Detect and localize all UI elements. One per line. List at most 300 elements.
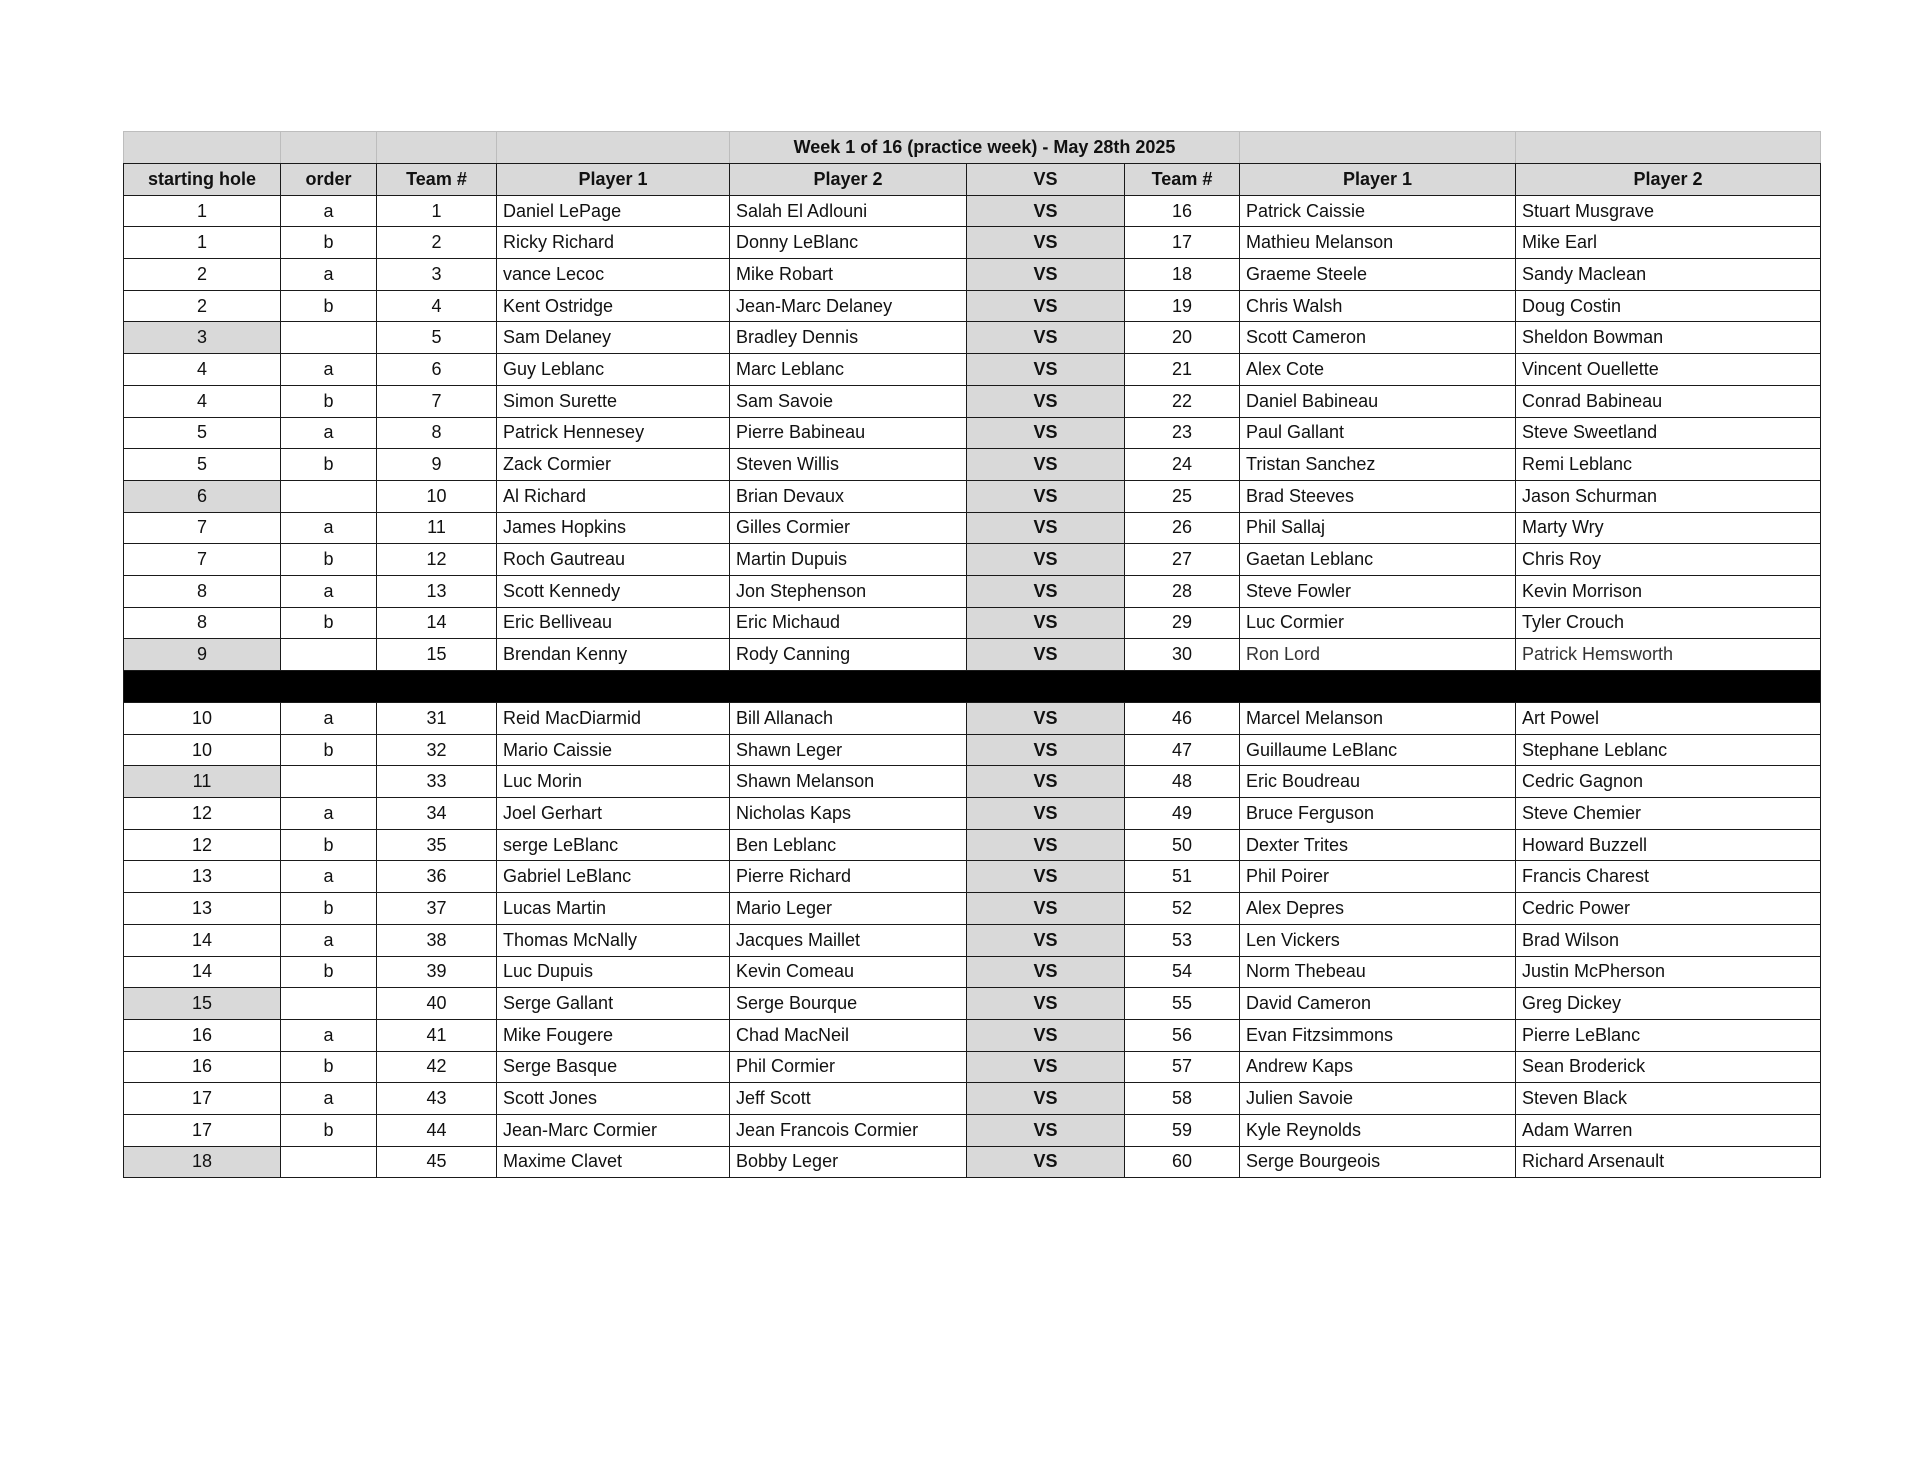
player2-cell: Jean Francois Cormier — [730, 1114, 967, 1146]
table-row — [124, 703, 1821, 735]
vs-cell: VS — [967, 1019, 1125, 1051]
sheet-body — [124, 132, 1821, 1178]
table-row — [124, 924, 1821, 956]
player1-cell: James Hopkins — [497, 512, 730, 544]
starting-hole-cell: 9 — [124, 639, 281, 671]
opponent-player1-cell: Luc Cormier — [1240, 607, 1516, 639]
header-order: order — [281, 164, 377, 196]
opponent-player1-cell: Evan Fitzsimmons — [1240, 1019, 1516, 1051]
title-blank-cell — [1240, 132, 1516, 164]
team-number-cell: 7 — [377, 385, 497, 417]
team-number-cell: 40 — [377, 988, 497, 1020]
vs-cell: VS — [967, 639, 1125, 671]
opponent-player1-cell: David Cameron — [1240, 988, 1516, 1020]
table-row — [124, 861, 1821, 893]
opponent-team-number-cell: 46 — [1125, 703, 1240, 735]
team-number-cell: 45 — [377, 1146, 497, 1178]
player2-cell: Pierre Richard — [730, 861, 967, 893]
opponent-player2-cell: Art Powel — [1516, 703, 1821, 735]
header-player2-left: Player 2 — [730, 164, 967, 196]
opponent-player2-cell: Adam Warren — [1516, 1114, 1821, 1146]
opponent-player1-cell: Guillaume LeBlanc — [1240, 734, 1516, 766]
team-number-cell: 13 — [377, 575, 497, 607]
player1-cell: Al Richard — [497, 480, 730, 512]
team-number-cell: 32 — [377, 734, 497, 766]
player2-cell: Rody Canning — [730, 639, 967, 671]
order-cell: b — [281, 449, 377, 481]
opponent-player1-cell: Steve Fowler — [1240, 575, 1516, 607]
opponent-player2-cell: Vincent Ouellette — [1516, 354, 1821, 386]
player2-cell: Serge Bourque — [730, 988, 967, 1020]
player2-cell: Nicholas Kaps — [730, 798, 967, 830]
vs-cell: VS — [967, 1051, 1125, 1083]
opponent-player2-cell: Kevin Morrison — [1516, 575, 1821, 607]
vs-cell: VS — [967, 354, 1125, 386]
opponent-player2-cell: Richard Arsenault — [1516, 1146, 1821, 1178]
opponent-team-number-cell: 50 — [1125, 829, 1240, 861]
vs-cell: VS — [967, 417, 1125, 449]
player2-cell: Jean-Marc Delaney — [730, 290, 967, 322]
vs-cell: VS — [967, 544, 1125, 576]
opponent-team-number-cell: 49 — [1125, 798, 1240, 830]
opponent-player1-cell: Serge Bourgeois — [1240, 1146, 1516, 1178]
vs-cell: VS — [967, 956, 1125, 988]
opponent-player2-cell: Steve Sweetland — [1516, 417, 1821, 449]
opponent-player2-cell: Greg Dickey — [1516, 988, 1821, 1020]
order-cell: a — [281, 1083, 377, 1115]
opponent-team-number-cell: 20 — [1125, 322, 1240, 354]
header-starting-hole: starting hole — [124, 164, 281, 196]
table-row — [124, 259, 1821, 291]
starting-hole-cell: 11 — [124, 766, 281, 798]
player1-cell: Scott Kennedy — [497, 575, 730, 607]
team-number-cell: 31 — [377, 703, 497, 735]
team-number-cell: 6 — [377, 354, 497, 386]
opponent-player2-cell: Jason Schurman — [1516, 480, 1821, 512]
vs-cell: VS — [967, 924, 1125, 956]
player1-cell: Scott Jones — [497, 1083, 730, 1115]
opponent-player1-cell: Patrick Caissie — [1240, 195, 1516, 227]
vs-cell: VS — [967, 195, 1125, 227]
team-number-cell: 38 — [377, 924, 497, 956]
opponent-player1-cell: Bruce Ferguson — [1240, 798, 1516, 830]
opponent-player2-cell: Stephane Leblanc — [1516, 734, 1821, 766]
table-row — [124, 417, 1821, 449]
player1-cell: Maxime Clavet — [497, 1146, 730, 1178]
order-cell — [281, 639, 377, 671]
order-cell — [281, 766, 377, 798]
table-row — [124, 766, 1821, 798]
order-cell: a — [281, 417, 377, 449]
opponent-team-number-cell: 16 — [1125, 195, 1240, 227]
team-number-cell: 44 — [377, 1114, 497, 1146]
opponent-player2-cell: Brad Wilson — [1516, 924, 1821, 956]
opponent-player1-cell: Andrew Kaps — [1240, 1051, 1516, 1083]
opponent-player2-cell: Cedric Gagnon — [1516, 766, 1821, 798]
table-row — [124, 607, 1821, 639]
opponent-player1-cell: Scott Cameron — [1240, 322, 1516, 354]
player2-cell: Brian Devaux — [730, 480, 967, 512]
player2-cell: Mario Leger — [730, 893, 967, 925]
starting-hole-cell: 1 — [124, 227, 281, 259]
table-row — [124, 798, 1821, 830]
player2-cell: Bradley Dennis — [730, 322, 967, 354]
table-row — [124, 956, 1821, 988]
starting-hole-cell: 15 — [124, 988, 281, 1020]
table-row — [124, 1146, 1821, 1178]
team-number-cell: 8 — [377, 417, 497, 449]
opponent-player1-cell: Julien Savoie — [1240, 1083, 1516, 1115]
opponent-player1-cell: Phil Sallaj — [1240, 512, 1516, 544]
table-row — [124, 575, 1821, 607]
player1-cell: Luc Morin — [497, 766, 730, 798]
opponent-player2-cell: Chris Roy — [1516, 544, 1821, 576]
opponent-player2-cell: Francis Charest — [1516, 861, 1821, 893]
opponent-team-number-cell: 57 — [1125, 1051, 1240, 1083]
starting-hole-cell: 16 — [124, 1051, 281, 1083]
player2-cell: Salah El Adlouni — [730, 195, 967, 227]
table-row — [124, 1114, 1821, 1146]
opponent-player2-cell: Pierre LeBlanc — [1516, 1019, 1821, 1051]
order-cell: b — [281, 385, 377, 417]
opponent-team-number-cell: 25 — [1125, 480, 1240, 512]
starting-hole-cell: 4 — [124, 385, 281, 417]
opponent-team-number-cell: 24 — [1125, 449, 1240, 481]
player1-cell: Luc Dupuis — [497, 956, 730, 988]
player2-cell: Jeff Scott — [730, 1083, 967, 1115]
starting-hole-cell: 17 — [124, 1114, 281, 1146]
table-row — [124, 1083, 1821, 1115]
starting-hole-cell: 2 — [124, 290, 281, 322]
vs-cell: VS — [967, 449, 1125, 481]
title-row — [124, 132, 1821, 164]
opponent-team-number-cell: 58 — [1125, 1083, 1240, 1115]
opponent-player1-cell: Len Vickers — [1240, 924, 1516, 956]
order-cell: b — [281, 607, 377, 639]
table-row — [124, 544, 1821, 576]
starting-hole-cell: 12 — [124, 829, 281, 861]
opponent-player1-cell: Phil Poirer — [1240, 861, 1516, 893]
starting-hole-cell: 17 — [124, 1083, 281, 1115]
vs-cell: VS — [967, 322, 1125, 354]
team-number-cell: 35 — [377, 829, 497, 861]
opponent-team-number-cell: 30 — [1125, 639, 1240, 671]
player1-cell: Ricky Richard — [497, 227, 730, 259]
opponent-team-number-cell: 51 — [1125, 861, 1240, 893]
starting-hole-cell: 8 — [124, 607, 281, 639]
order-cell: a — [281, 354, 377, 386]
opponent-player1-cell: Brad Steeves — [1240, 480, 1516, 512]
opponent-team-number-cell: 54 — [1125, 956, 1240, 988]
order-cell: b — [281, 956, 377, 988]
table-row — [124, 385, 1821, 417]
team-number-cell: 36 — [377, 861, 497, 893]
starting-hole-cell: 6 — [124, 480, 281, 512]
opponent-player1-cell: Paul Gallant — [1240, 417, 1516, 449]
team-number-cell: 1 — [377, 195, 497, 227]
order-cell — [281, 988, 377, 1020]
order-cell: a — [281, 512, 377, 544]
opponent-player1-cell: Ron Lord — [1240, 639, 1516, 671]
player1-cell: Serge Gallant — [497, 988, 730, 1020]
player1-cell: Gabriel LeBlanc — [497, 861, 730, 893]
opponent-player1-cell: Norm Thebeau — [1240, 956, 1516, 988]
starting-hole-cell: 13 — [124, 861, 281, 893]
player2-cell: Eric Michaud — [730, 607, 967, 639]
player1-cell: Simon Surette — [497, 385, 730, 417]
opponent-player2-cell: Sandy Maclean — [1516, 259, 1821, 291]
vs-cell: VS — [967, 480, 1125, 512]
vs-cell: VS — [967, 227, 1125, 259]
opponent-team-number-cell: 19 — [1125, 290, 1240, 322]
table-row — [124, 988, 1821, 1020]
vs-cell: VS — [967, 734, 1125, 766]
vs-cell: VS — [967, 607, 1125, 639]
order-cell — [281, 322, 377, 354]
player1-cell: serge LeBlanc — [497, 829, 730, 861]
table-row — [124, 195, 1821, 227]
opponent-team-number-cell: 59 — [1125, 1114, 1240, 1146]
vs-cell: VS — [967, 893, 1125, 925]
starting-hole-cell: 12 — [124, 798, 281, 830]
opponent-player1-cell: Marcel Melanson — [1240, 703, 1516, 735]
order-cell: b — [281, 734, 377, 766]
order-cell: a — [281, 861, 377, 893]
player1-cell: Jean-Marc Cormier — [497, 1114, 730, 1146]
vs-cell: VS — [967, 861, 1125, 893]
opponent-team-number-cell: 60 — [1125, 1146, 1240, 1178]
starting-hole-cell: 13 — [124, 893, 281, 925]
starting-hole-cell: 3 — [124, 322, 281, 354]
opponent-team-number-cell: 27 — [1125, 544, 1240, 576]
table-row — [124, 449, 1821, 481]
player2-cell: Martin Dupuis — [730, 544, 967, 576]
header-vs: VS — [967, 164, 1125, 196]
table-row — [124, 1051, 1821, 1083]
player2-cell: Steven Willis — [730, 449, 967, 481]
player2-cell: Ben Leblanc — [730, 829, 967, 861]
opponent-player1-cell: Eric Boudreau — [1240, 766, 1516, 798]
vs-cell: VS — [967, 385, 1125, 417]
player1-cell: Patrick Hennesey — [497, 417, 730, 449]
player1-cell: Guy Leblanc — [497, 354, 730, 386]
title-blank-cell — [124, 132, 281, 164]
vs-cell: VS — [967, 290, 1125, 322]
vs-cell: VS — [967, 512, 1125, 544]
opponent-team-number-cell: 56 — [1125, 1019, 1240, 1051]
starting-hole-cell: 7 — [124, 544, 281, 576]
player1-cell: Lucas Martin — [497, 893, 730, 925]
opponent-player2-cell: Sean Broderick — [1516, 1051, 1821, 1083]
player2-cell: Pierre Babineau — [730, 417, 967, 449]
opponent-team-number-cell: 28 — [1125, 575, 1240, 607]
player2-cell: Jacques Maillet — [730, 924, 967, 956]
opponent-team-number-cell: 21 — [1125, 354, 1240, 386]
starting-hole-cell: 1 — [124, 195, 281, 227]
opponent-player1-cell: Graeme Steele — [1240, 259, 1516, 291]
title-blank-cell — [497, 132, 730, 164]
player1-cell: vance Lecoc — [497, 259, 730, 291]
starting-hole-cell: 16 — [124, 1019, 281, 1051]
opponent-team-number-cell: 23 — [1125, 417, 1240, 449]
starting-hole-cell: 10 — [124, 734, 281, 766]
group-separator-row — [124, 671, 1821, 703]
player1-cell: Brendan Kenny — [497, 639, 730, 671]
vs-cell: VS — [967, 988, 1125, 1020]
order-cell: a — [281, 924, 377, 956]
team-number-cell: 34 — [377, 798, 497, 830]
team-number-cell: 14 — [377, 607, 497, 639]
order-cell: b — [281, 893, 377, 925]
title-blank-cell — [281, 132, 377, 164]
separator-bar — [124, 671, 1821, 703]
team-number-cell: 2 — [377, 227, 497, 259]
opponent-player1-cell: Dexter Trites — [1240, 829, 1516, 861]
starting-hole-cell: 5 — [124, 449, 281, 481]
opponent-player1-cell: Alex Depres — [1240, 893, 1516, 925]
team-number-cell: 9 — [377, 449, 497, 481]
team-number-cell: 39 — [377, 956, 497, 988]
order-cell — [281, 480, 377, 512]
team-number-cell: 10 — [377, 480, 497, 512]
team-number-cell: 43 — [377, 1083, 497, 1115]
player1-cell: Sam Delaney — [497, 322, 730, 354]
order-cell: b — [281, 544, 377, 576]
opponent-player2-cell: Marty Wry — [1516, 512, 1821, 544]
player1-cell: Thomas McNally — [497, 924, 730, 956]
player2-cell: Chad MacNeil — [730, 1019, 967, 1051]
order-cell: a — [281, 259, 377, 291]
table-row — [124, 734, 1821, 766]
starting-hole-cell: 14 — [124, 956, 281, 988]
opponent-player2-cell: Stuart Musgrave — [1516, 195, 1821, 227]
team-number-cell: 33 — [377, 766, 497, 798]
opponent-player2-cell: Doug Costin — [1516, 290, 1821, 322]
player2-cell: Bill Allanach — [730, 703, 967, 735]
opponent-player2-cell: Mike Earl — [1516, 227, 1821, 259]
opponent-player2-cell: Steven Black — [1516, 1083, 1821, 1115]
team-number-cell: 41 — [377, 1019, 497, 1051]
opponent-team-number-cell: 48 — [1125, 766, 1240, 798]
opponent-player2-cell: Tyler Crouch — [1516, 607, 1821, 639]
starting-hole-cell: 10 — [124, 703, 281, 735]
header-player2-right: Player 2 — [1516, 164, 1821, 196]
player1-cell: Eric Belliveau — [497, 607, 730, 639]
team-number-cell: 15 — [377, 639, 497, 671]
table-row — [124, 354, 1821, 386]
header-player1-right: Player 1 — [1240, 164, 1516, 196]
title-blank-cell — [1516, 132, 1821, 164]
opponent-player2-cell: Justin McPherson — [1516, 956, 1821, 988]
vs-cell: VS — [967, 766, 1125, 798]
opponent-player1-cell: Kyle Reynolds — [1240, 1114, 1516, 1146]
vs-cell: VS — [967, 575, 1125, 607]
team-number-cell: 37 — [377, 893, 497, 925]
player1-cell: Mario Caissie — [497, 734, 730, 766]
opponent-player1-cell: Daniel Babineau — [1240, 385, 1516, 417]
pairings-sheet — [123, 131, 1821, 1178]
table-row — [124, 893, 1821, 925]
opponent-player2-cell: Cedric Power — [1516, 893, 1821, 925]
player1-cell: Reid MacDiarmid — [497, 703, 730, 735]
opponent-team-number-cell: 26 — [1125, 512, 1240, 544]
opponent-player1-cell: Alex Cote — [1240, 354, 1516, 386]
vs-cell: VS — [967, 1146, 1125, 1178]
player2-cell: Gilles Cormier — [730, 512, 967, 544]
order-cell: b — [281, 1051, 377, 1083]
opponent-player1-cell: Mathieu Melanson — [1240, 227, 1516, 259]
player1-cell: Zack Cormier — [497, 449, 730, 481]
player2-cell: Kevin Comeau — [730, 956, 967, 988]
player1-cell: Joel Gerhart — [497, 798, 730, 830]
player2-cell: Donny LeBlanc — [730, 227, 967, 259]
order-cell: a — [281, 703, 377, 735]
opponent-player1-cell: Gaetan Leblanc — [1240, 544, 1516, 576]
vs-cell: VS — [967, 1083, 1125, 1115]
player2-cell: Shawn Leger — [730, 734, 967, 766]
starting-hole-cell: 18 — [124, 1146, 281, 1178]
header-player1-left: Player 1 — [497, 164, 730, 196]
starting-hole-cell: 7 — [124, 512, 281, 544]
player2-cell: Sam Savoie — [730, 385, 967, 417]
opponent-team-number-cell: 17 — [1125, 227, 1240, 259]
vs-cell: VS — [967, 829, 1125, 861]
vs-cell: VS — [967, 1114, 1125, 1146]
starting-hole-cell: 8 — [124, 575, 281, 607]
opponent-team-number-cell: 47 — [1125, 734, 1240, 766]
table-row — [124, 512, 1821, 544]
order-cell — [281, 1146, 377, 1178]
starting-hole-cell: 2 — [124, 259, 281, 291]
team-number-cell: 11 — [377, 512, 497, 544]
table-row — [124, 1019, 1821, 1051]
player1-cell: Kent Ostridge — [497, 290, 730, 322]
opponent-player2-cell: Howard Buzzell — [1516, 829, 1821, 861]
vs-cell: VS — [967, 703, 1125, 735]
player2-cell: Mike Robart — [730, 259, 967, 291]
table-row — [124, 829, 1821, 861]
opponent-player2-cell: Steve Chemier — [1516, 798, 1821, 830]
header-team-left: Team # — [377, 164, 497, 196]
header-row — [124, 164, 1821, 196]
order-cell: a — [281, 195, 377, 227]
order-cell: a — [281, 575, 377, 607]
vs-cell: VS — [967, 259, 1125, 291]
player2-cell: Marc Leblanc — [730, 354, 967, 386]
table-row — [124, 290, 1821, 322]
team-number-cell: 12 — [377, 544, 497, 576]
opponent-player2-cell: Remi Leblanc — [1516, 449, 1821, 481]
player2-cell: Jon Stephenson — [730, 575, 967, 607]
opponent-player2-cell: Sheldon Bowman — [1516, 322, 1821, 354]
opponent-team-number-cell: 18 — [1125, 259, 1240, 291]
order-cell: b — [281, 227, 377, 259]
opponent-team-number-cell: 55 — [1125, 988, 1240, 1020]
sheet-title: Week 1 of 16 (practice week) - May 28th 2025 — [730, 132, 1240, 164]
player2-cell: Shawn Melanson — [730, 766, 967, 798]
starting-hole-cell: 14 — [124, 924, 281, 956]
order-cell: a — [281, 1019, 377, 1051]
team-number-cell: 3 — [377, 259, 497, 291]
order-cell: a — [281, 798, 377, 830]
player1-cell: Daniel LePage — [497, 195, 730, 227]
opponent-player2-cell: Conrad Babineau — [1516, 385, 1821, 417]
table-row — [124, 480, 1821, 512]
starting-hole-cell: 4 — [124, 354, 281, 386]
opponent-player1-cell: Chris Walsh — [1240, 290, 1516, 322]
table-row — [124, 639, 1821, 671]
table-row — [124, 227, 1821, 259]
